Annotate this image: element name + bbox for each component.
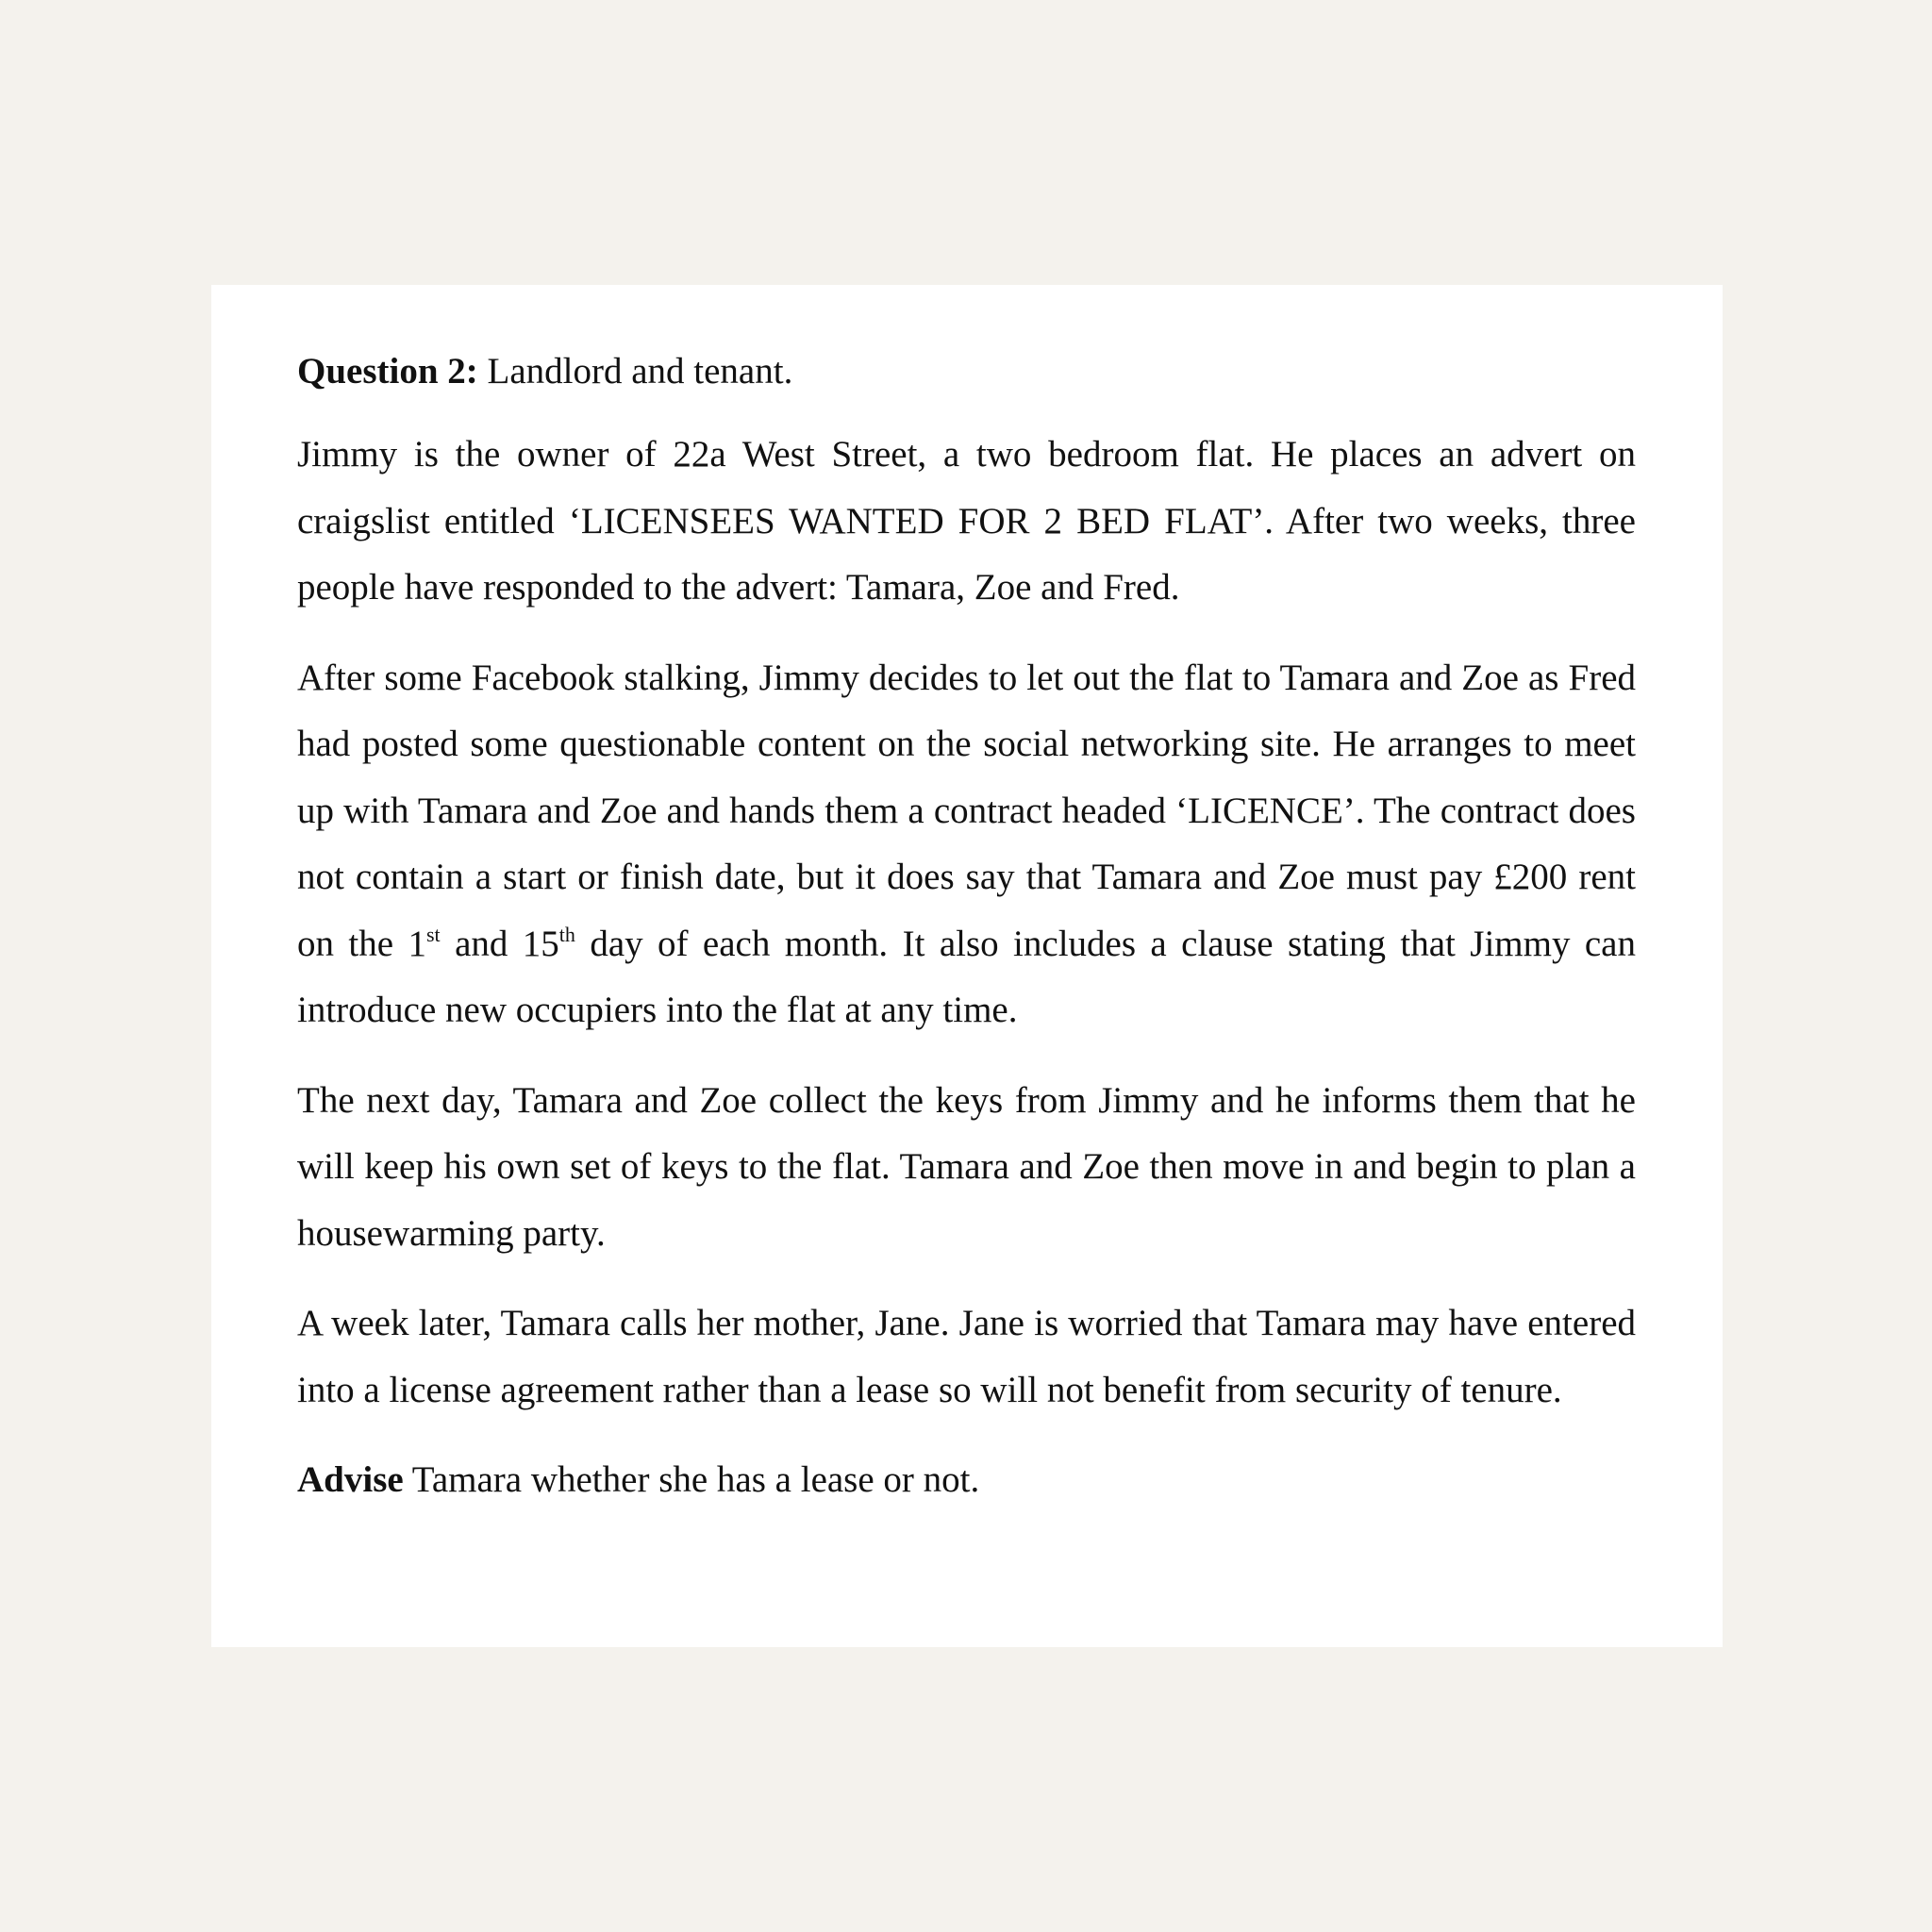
paragraph-contract: [297, 645, 1636, 1044]
question-label: Question 2:: [297, 351, 478, 391]
paragraph-keys: The next day, Tamara and Zoe collect the keys from Jimmy and he informs them that he will keep his own set of keys to the flat. Tamara and Zoe then move in and begin to plan a housewarming party.: [297, 1079, 1636, 1254]
paragraph-contract-text-2: and 15: [440, 923, 559, 964]
document-page: [211, 285, 1723, 1647]
ordinal-superscript-st: st: [425, 922, 441, 946]
paragraph-contract-text-1: After some Facebook stalking, Jimmy decides to let out the flat to Tamara and Zoe as Fred had posted some questionable content on the social networking site. He arranges to meet up with Tamara and Zoe and hands them a contract headed ‘LICENCE’. The contract does not contain a start or finish date, but it does say that Tamara and Zoe must pay £200 rent on the 1: [297, 657, 1636, 964]
instruction-verb: Advise: [297, 1459, 404, 1500]
paragraph-contract-text-3: day of each month. It also includes a clause stating that Jimmy can introduce new occupiers into the flat at any time.: [297, 923, 1636, 1030]
instruction-line: [297, 1447, 1636, 1514]
paragraph-mother: A week later, Tamara calls her mother, Jane. Jane is worried that Tamara may have entered into a license agreement rather than a lease so will not benefit from security of tenure.: [297, 1303, 1636, 1410]
ordinal-superscript-th: th: [558, 922, 575, 946]
paragraph-advert: Jimmy is the owner of 22a West Street, a two bedroom flat. He places an advert on craigslist entitled ‘LICENSEES WANTED FOR 2 BED FLAT’. After two weeks, three people have responded to the advert: Tamara, Zoe and Fred.: [297, 434, 1636, 608]
question-heading: [297, 345, 1636, 398]
instruction-text: Tamara whether she has a lease or not.: [403, 1459, 980, 1500]
question-title: Landlord and tenant.: [477, 351, 793, 391]
